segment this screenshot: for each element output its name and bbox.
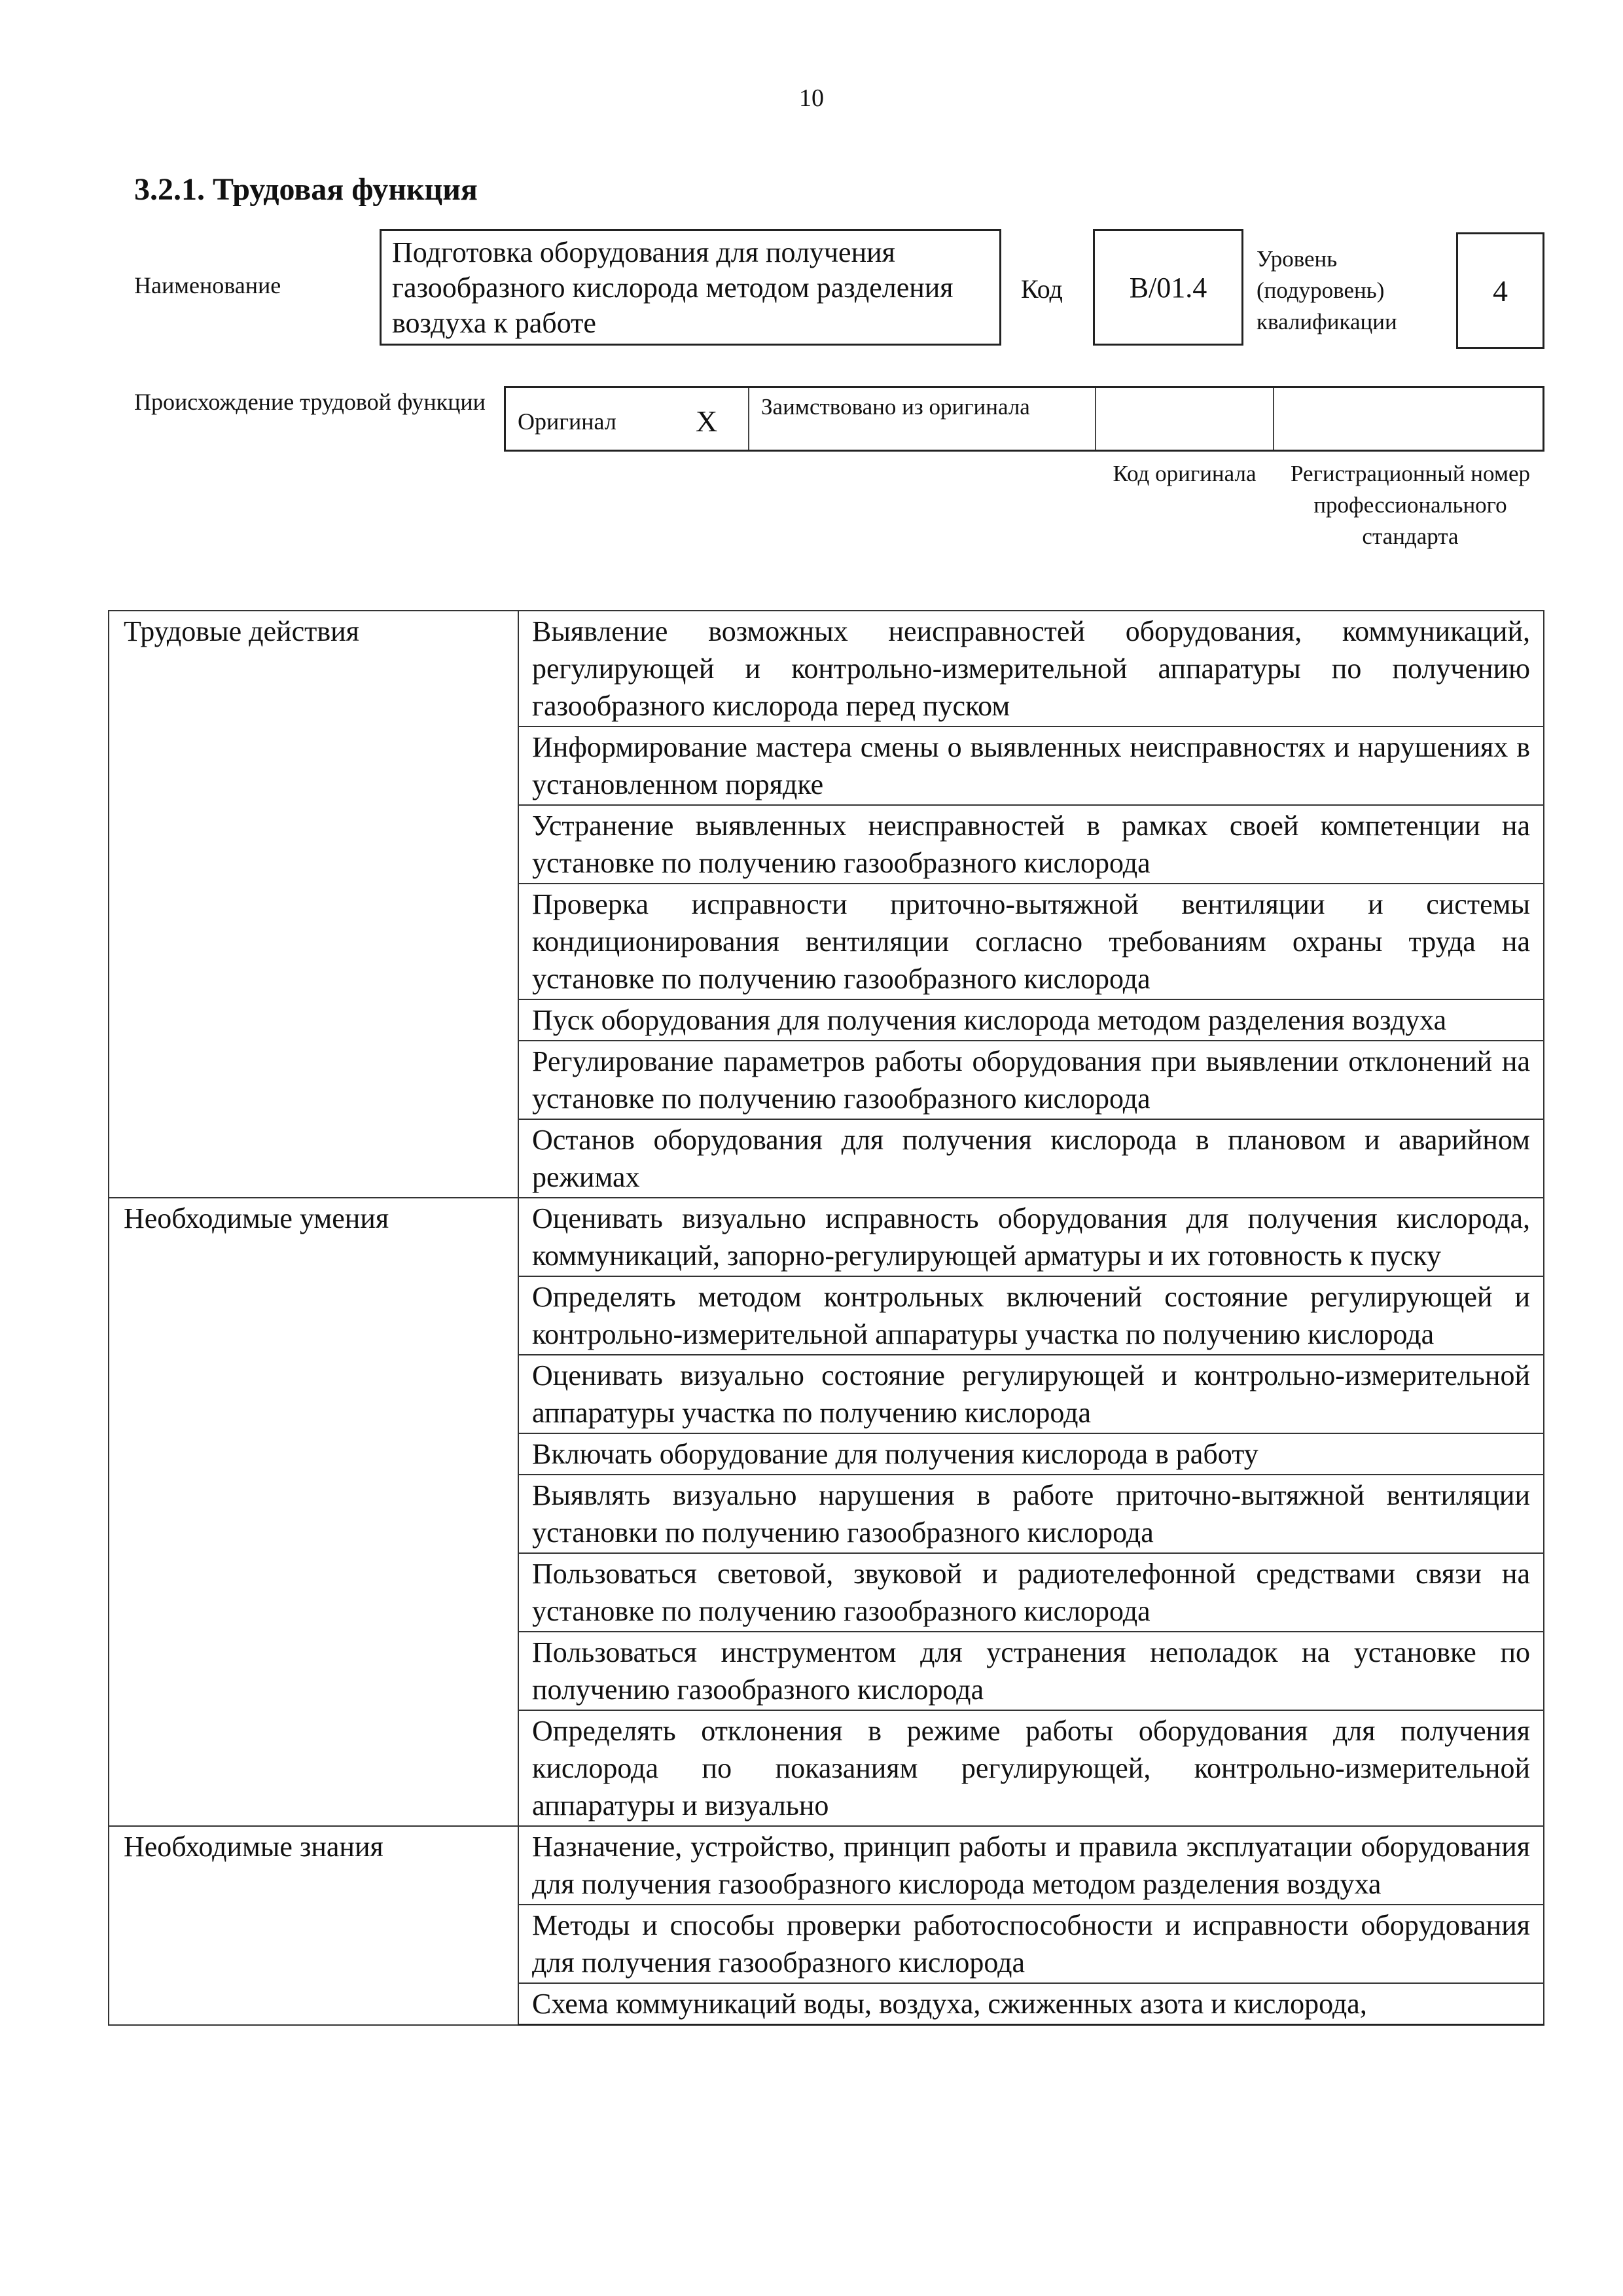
requirement-item: Оценивать визуально состояние регулирующей и контрольно-измерительной аппаратуры участка по получению кислорода [518, 1355, 1544, 1433]
name-label: Наименование [134, 272, 281, 298]
section-category: Трудовые действия [109, 611, 518, 1198]
code-value-box: B/01.4 [1093, 229, 1243, 346]
function-name-box: Подготовка оборудования для получения газообразного кислорода методом разделения воздуха к работе [380, 229, 1001, 346]
requirement-item: Методы и способы проверки работоспособности и исправности оборудования для получения газообразного кислорода [518, 1905, 1544, 1983]
requirement-item: Выявлять визуально нарушения в работе приточно-вытяжной вентиляции установки по получению газообразного кислорода [518, 1475, 1544, 1553]
original-label: Оригинал [518, 408, 616, 435]
code-label: Код [1021, 274, 1063, 304]
section-category: Необходимые умения [109, 1198, 518, 1826]
requirements-table [108, 610, 1544, 2026]
origin-label: Происхождение трудовой функции [134, 389, 486, 415]
requirement-item: Определять отклонения в режиме работы оборудования для получения кислорода по показаниям регулирующей, контрольно-измерительной аппаратуры и визуально [518, 1710, 1544, 1826]
level-label: Уровень (подуровень) квалификации [1257, 246, 1397, 334]
registration-caption: Регистрационный номер профессионального стандарта [1290, 461, 1531, 549]
requirement-item: Определять методом контрольных включений состояние регулирующей и контрольно-измерительной аппаратуры участка по получению кислорода [518, 1276, 1544, 1355]
requirement-item: Регулирование параметров работы оборудования при выявлении отклонений на установке по получению газообразного кислорода [518, 1041, 1544, 1119]
requirement-item: Информирование мастера смены о выявленных неисправностях и нарушениях в установленном порядке [518, 726, 1544, 805]
original-code-caption: Код оригинала [1113, 461, 1257, 486]
requirement-item: Останов оборудования для получения кислорода в плановом и аварийном режимах [518, 1119, 1544, 1198]
requirement-item: Оценивать визуально исправность оборудования для получения кислорода, коммуникаций, запорно-регулирующей арматуры и их готовность к пуску [518, 1198, 1544, 1276]
section-category: Необходимые знания [109, 1826, 518, 2025]
page-number: 10 [799, 84, 824, 112]
table-row [109, 611, 1544, 726]
section-title: 3.2.1. Трудовая функция [134, 172, 478, 207]
borrowed-label: Заимствовано из оригинала [749, 388, 1096, 450]
original-mark: X [696, 404, 718, 438]
requirement-item: Выявление возможных неисправностей оборудования, коммуникаций, регулирующей и контрольно-измерительной аппаратуры по получению газообразного кислорода перед пуском [518, 611, 1544, 726]
requirement-item: Назначение, устройство, принцип работы и правила эксплуатации оборудования для получения газообразного кислорода методом разделения воздуха [518, 1826, 1544, 1905]
origin-original-cell [506, 388, 749, 450]
original-code-cell [1096, 388, 1274, 450]
requirement-item: Проверка исправности приточно-вытяжной вентиляции и системы кондиционирования вентиляции согласно требованиям охраны труда на установке по получению газообразного кислорода [518, 884, 1544, 999]
requirement-item: Включать оборудование для получения кислорода в работу [518, 1433, 1544, 1475]
requirement-item: Схема коммуникаций воды, воздуха, сжиженных азота и кислорода, [518, 1983, 1544, 2025]
origin-table [504, 386, 1544, 452]
requirement-item: Пользоваться инструментом для устранения неполадок на установке по получению газообразного кислорода [518, 1632, 1544, 1710]
table-row [109, 1826, 1544, 1905]
table-row [109, 1198, 1544, 1276]
requirement-item: Пуск оборудования для получения кислорода методом разделения воздуха [518, 999, 1544, 1041]
requirement-item: Устранение выявленных неисправностей в рамках своей компетенции на установке по получению газообразного кислорода [518, 805, 1544, 884]
requirement-item: Пользоваться световой, звуковой и радиотелефонной средствами связи на установке по получению газообразного кислорода [518, 1553, 1544, 1632]
registration-number-cell [1274, 388, 1543, 450]
level-value-box: 4 [1456, 232, 1544, 349]
